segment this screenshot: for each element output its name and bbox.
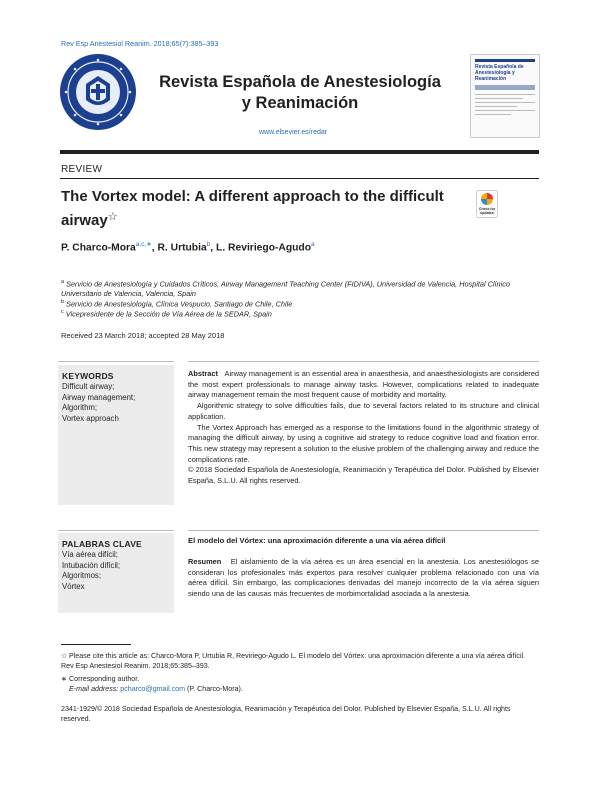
author-separator: , — [210, 242, 214, 254]
email-suffix: (P. Charco-Mora). — [187, 685, 243, 693]
journal-cover-thumbnail — [470, 54, 540, 138]
footnote-star-mark: ☆ — [61, 652, 68, 660]
author-3[interactable]: L. Reviriego-Agudo — [216, 242, 312, 254]
footnote-rule — [61, 644, 131, 645]
received-dates: Received 23 March 2018; accepted 28 May 2018 — [61, 331, 225, 340]
resumen-label: Resumen — [188, 557, 222, 566]
corresponding-author-note — [61, 674, 539, 684]
section-rule — [60, 178, 539, 179]
resumen-rule — [188, 530, 539, 531]
author-1[interactable]: P. Charco-Mora — [61, 242, 136, 254]
journal-title-line1: Revista Española de Anestesiología — [159, 73, 441, 91]
palabra-item: Intubación difícil; — [62, 560, 121, 570]
check-for-updates-badge[interactable] — [476, 190, 498, 218]
abstract-label: Abstract — [188, 369, 218, 378]
affiliation-c — [61, 307, 539, 319]
cover-title: Revista Española de Anestesiología y Reanimación — [475, 64, 524, 82]
journal-citation[interactable]: Rev Esp Anestesiol Reanim. 2018;65(7):385–393 — [61, 39, 219, 48]
palabras-clave-heading: PALABRAS CLAVE — [62, 539, 142, 549]
cover-text-lines — [475, 94, 535, 115]
resumen-paragraph — [188, 557, 539, 600]
keywords-heading: KEYWORDS — [62, 371, 114, 381]
author-separator: , — [151, 242, 155, 254]
keywords-rule — [58, 361, 174, 362]
affiliation-mark: a — [61, 279, 65, 285]
corresponding-author-text: Corresponding author. — [69, 675, 140, 683]
journal-title — [150, 72, 450, 114]
resumen-text: El aislamiento de la vía aérea es un área esencial en la anestesia. Los anestesiólogos se consideran los profesionales más expertos para resolver cualquier problema relacionado con una vía aérea difícil. Sin embargo, las complicaciones derivadas del manejo incorrecto de la vía aérea siguen siendo una de las causas más frecuentes de morbimortalidad asociada a la anestesia. — [188, 557, 539, 599]
citation-footnote — [61, 651, 539, 671]
abstract-text: Airway management is an essential area in anaesthesia, and anaesthesiologists are considered the most expert professionals to manage airway tasks. However, complications related to inadequate airway management remain the most frequent cause of morbidity and mortality. — [188, 369, 539, 400]
keyword-item: Difficult airway; — [62, 382, 115, 391]
email-line — [69, 684, 547, 694]
cover-accent-bar — [475, 59, 535, 62]
keyword-item: Vortex approach — [62, 413, 119, 423]
keyword-item: Algorithm; — [62, 403, 98, 412]
header-rule — [60, 150, 539, 154]
abstract-paragraph-1 — [188, 369, 539, 401]
affiliation-text: Servicio de Anestesiología, Clínica Vespucio, Santiago de Chile, Chile — [66, 299, 293, 309]
english-abstract — [188, 369, 539, 487]
abstract-copyright: © 2018 Sociedad Española de Anestesiología, Reanimación y Terapéutica del Dolor. Published by Elsevier España, S.L.U. All rights reserved. — [188, 465, 539, 486]
palabras-rule — [58, 530, 174, 531]
spanish-title: El modelo del Vórtex: una aproximación diferente a una vía aérea difícil — [188, 536, 446, 545]
abstract-paragraph-3: The Vortex Approach has emerged as a response to the limitations found in the algorithmic strategy of managing the difficult airway, by using a cognitive aid strategy to reduce cognitive load and fixation error. This new strategy may represent a solution to the elusive problem of the challenging airway and reduce the complications rate. — [188, 422, 539, 464]
affiliation-text: Vicepresidente de la Sección de Vía Aérea de la SEDAR, Spain — [65, 309, 272, 319]
palabra-item: Vórtex — [62, 581, 85, 591]
author-2[interactable]: R. Urtubia — [157, 242, 207, 254]
keywords-box — [58, 365, 174, 505]
journal-url-link[interactable]: www.elsevier.es/redar — [259, 129, 328, 136]
journal-title-line2: y Reanimación — [241, 94, 359, 112]
palabras-clave-box — [58, 533, 174, 613]
title-footnote-mark[interactable]: ☆ — [107, 211, 118, 223]
author-3-affiliation-mark[interactable]: a — [311, 241, 315, 248]
abstract-rule — [188, 361, 539, 362]
author-list — [61, 240, 315, 253]
affiliation-text: Servicio de Anestesiología y Cuidados Críticos, Airway Management Teaching Center (FIDIVA), Universidad de Valencia, Hospital Clínico Universitario de Valencia, Valencia, Spain — [61, 279, 510, 299]
abstract-paragraph-2: Algorithmic strategy to solve difficulties fails, due to several factors related to its structure and clinical application. — [188, 401, 539, 421]
footnote-asterisk-mark: ∗ — [61, 675, 67, 683]
citation-footnote-text: Please cite this article as: Charco-Mora P, Urtubia R, Reviriego-Agudo L. El modelo del Vórtex: una aproximación diferente a una vía aérea difícil. Rev Esp Anestesiol Reanim. 2018;65:385–393. — [61, 652, 526, 670]
palabra-item: Vía aérea difícil; — [62, 550, 118, 559]
author-2-affiliation-mark[interactable]: b — [206, 241, 211, 248]
badge-label: Check for updates — [478, 207, 496, 215]
palabra-item: Algoritmos; — [62, 571, 101, 580]
article-title-text: The Vortex model: A different approach to the difficult airway — [61, 188, 444, 229]
author-1-affiliation-mark[interactable]: a,c,∗ — [135, 241, 152, 248]
affiliation-mark: c — [61, 309, 64, 315]
section-label: REVIEW — [61, 164, 103, 175]
society-seal-logo — [60, 54, 136, 130]
email-label: E-mail address: — [69, 685, 119, 693]
spanish-abstract — [188, 557, 539, 600]
issn-copyright: 2341-1929/© 2018 Sociedad Española de Anestesiología, Reanimación y Terapéutica del Dolor. Published by Elsevier España, S.L.U. All rights reserved. — [61, 705, 511, 723]
affiliation-mark: b — [61, 299, 65, 305]
keyword-item: Airway management; — [62, 392, 136, 402]
email-link[interactable]: pcharco@gmail.com — [120, 685, 186, 693]
article-title — [61, 186, 461, 231]
cover-band — [475, 85, 535, 90]
